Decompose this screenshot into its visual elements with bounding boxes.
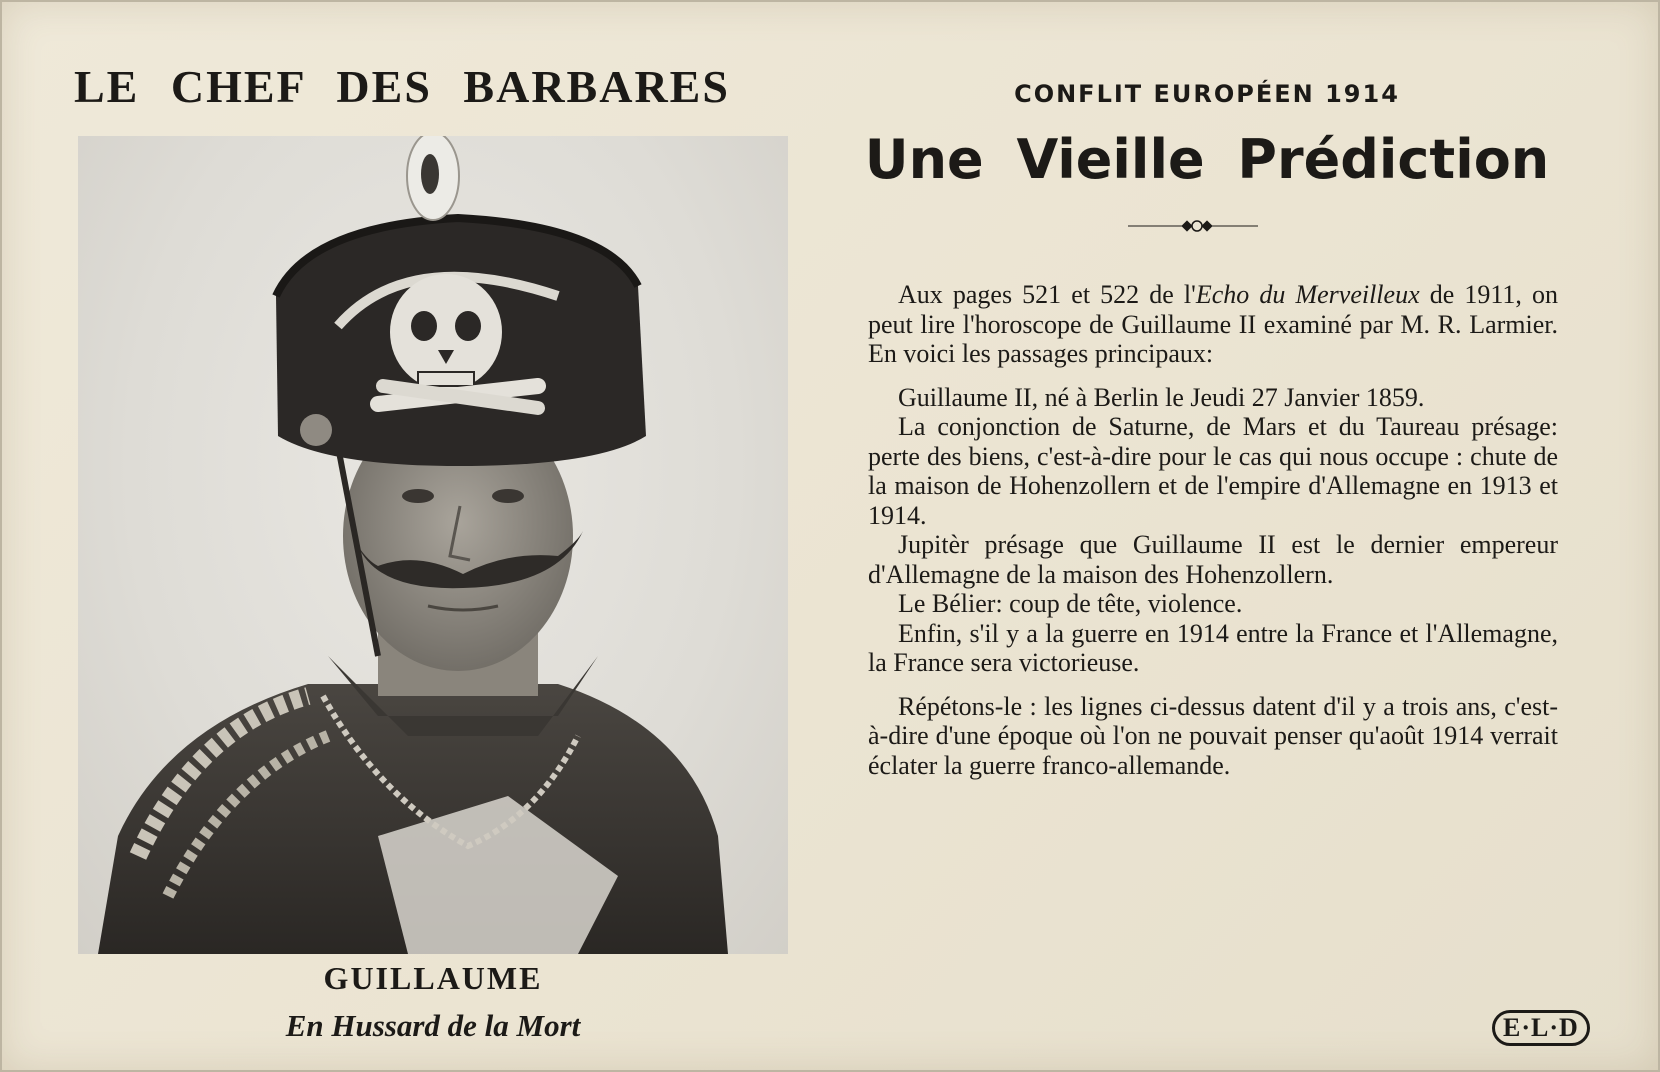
article-intro-end: de 1911, on peut lire l'horoscope de Guillaume II examiné par M. R. Larmier. En voici les passages principaux: [868,280,1558,368]
article-paragraph-saturn: La conjonction de Saturne, de Mars et du Taureau présage: perte des biens, c'est-à-dire pour le cas qui nous occupe : chute de la maison de Hohenzollern et de l'empire d'Allemagne en 1913 et 1914. [868,412,1558,530]
right-title: Une Vieille Prédiction [864,128,1550,191]
ornament-divider [1128,218,1258,234]
portrait-caption-name: GUILLAUME [323,960,543,996]
article-paragraph-war: Enfin, s'il y a la guerre en 1914 entre la France et l'Allemagne, la France sera victorieuse. [868,618,1558,677]
article-intro [868,280,1558,369]
publisher-logo: E·L·D [1492,1010,1590,1046]
article-body [868,280,1558,794]
left-heading: LE CHEF DES BARBARES [74,61,730,112]
article-paragraph-jupiter: Jupitèr présage que Guillaume II est le dernier empereur d'Allemagne de la maison des Hohenzollern. [868,530,1558,589]
article-intro-publication: Echo du Merveilleux [1195,280,1420,309]
right-kicker: CONFLIT EUROPÉEN 1914 [1014,80,1400,108]
article-paragraph-belier: Le Bélier: coup de tête, violence. [898,589,1243,618]
hussar-portrait-illustration [78,136,788,954]
article-paragraph-conclusion: Répétons-le : les lignes ci-dessus datent d'il y a trois ans, c'est-à-dire d'une époque où l'on ne pouvait penser qu'août 1914 verrait éclater la guerre franco-allemande. [868,691,1558,780]
article-intro-start: Aux pages 521 et 522 de l' [898,280,1196,309]
portrait-photo [78,136,788,954]
article-paragraph-birth: Guillaume II, né à Berlin le Jeudi 27 Janvier 1859. [898,382,1425,412]
portrait-caption-subtitle: En Hussard de la Mort [285,1008,581,1043]
